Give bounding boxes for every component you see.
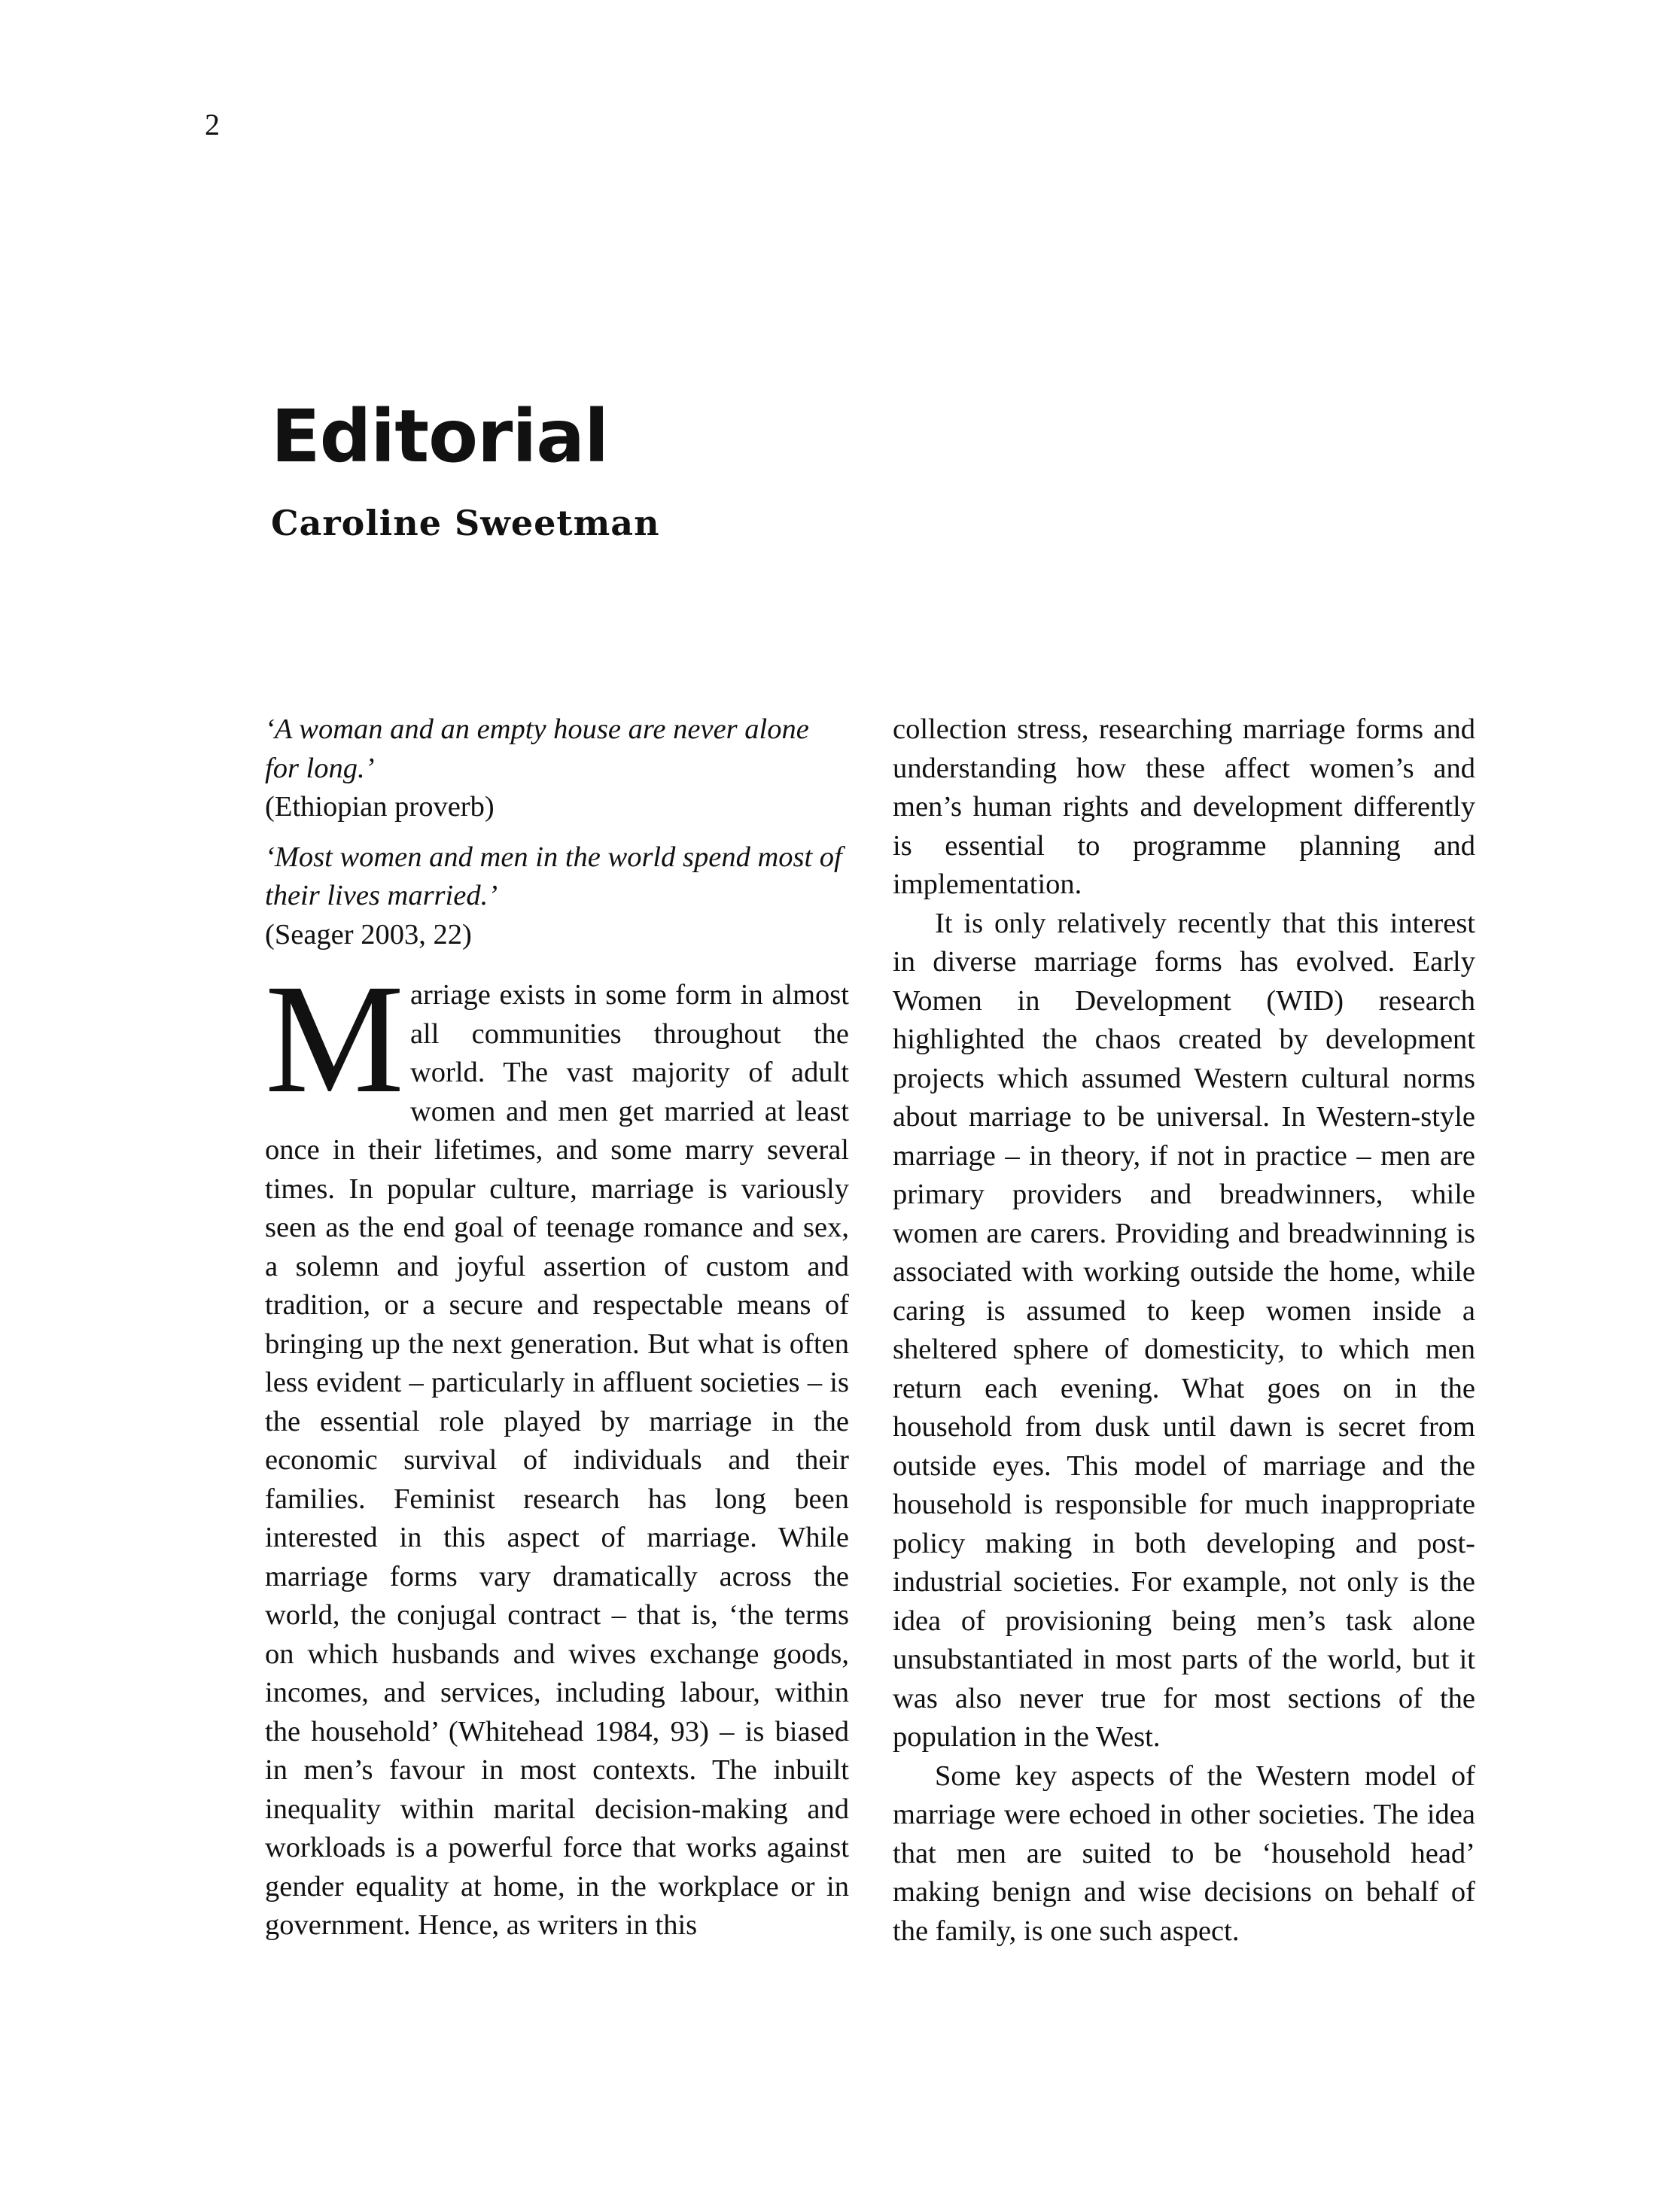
author-name: Caroline Sweetman — [271, 503, 660, 543]
epigraph-quote-1: ‘A woman and an empty house are never alone for long.’ — [265, 713, 809, 784]
epigraph-source-2: (Seager 2003, 22) — [265, 918, 472, 951]
epigraph-source-1: (Ethiopian proverb) — [265, 791, 495, 823]
article-title: Editorial — [271, 394, 608, 479]
paragraph-continuation: collection stress, researching marriage forms and understanding how these affect women’s and men’s human rights and development differently is essential to programme planning and implementation. — [893, 713, 1475, 900]
opening-paragraph-text: arriage exists in some form in almost all communities throughout the world. The vast majority of adult women and men get married at least once in their lifetimes, and some marry several times. In popular culture, marriage is variously seen as the end goal of teenage romance and sex, a solemn and joyful assertion of custom and tradition, or a secure and respectable means of bringing up the next generation. But what is often less evident – particularly in affluent societies – is the essential role played by marriage in the economic survival of individuals and their families. Feminist research has long been interested in this aspect of marriage. While marriage forms vary dramatically across the world, the conjugal contract – that is, ‘the terms on which husbands and wives exchange goods, incomes, and services, including labour, within the household’ (Whitehead 1984, 93) – is biased in men’s favour in most contexts. The inbuilt inequality within marital decision-making and workloads is a powerful force that works against gender equality at home, in the workplace or in government. Hence, as writers in this — [265, 979, 849, 1941]
opening-paragraph — [265, 952, 849, 1945]
left-column — [265, 710, 849, 1945]
right-column — [893, 710, 1475, 1951]
paragraph-3: Some key aspects of the Western model of marriage were echoed in other societies. The idea that men are suited to be ‘household head’ making benign and wise decisions on behalf of the family, is one such aspect. — [893, 1760, 1475, 1947]
page-number: 2 — [205, 108, 220, 141]
drop-cap: M — [265, 952, 404, 1125]
epigraph-quote-2: ‘Most women and men in the world spend most of their lives married.’ — [265, 841, 842, 911]
paragraph-2: It is only relatively recently that this interest in diverse marriage forms has evolved. Early Women in Development (WID) research highlighted the chaos created by development projects which assumed Western cultural norms about marriage to be universal. In Western-style marriage – in theory, if not in practice – men are primary providers and breadwinners, while women are carers. Providing and breadwinning is associated with working outside the home, while caring is assumed to keep women inside a sheltered sphere of domesticity, to which men return each evening. What goes on in the household from dusk until dawn is secret from outside eyes. This model of marriage and the household is responsible for much inappropriate policy making in both developing and post-industrial societies. For example, not only is the idea of provisioning being men’s task alone unsubstantiated in most parts of the world, but it was also never true for most sections of the population in the West. — [893, 907, 1475, 1753]
